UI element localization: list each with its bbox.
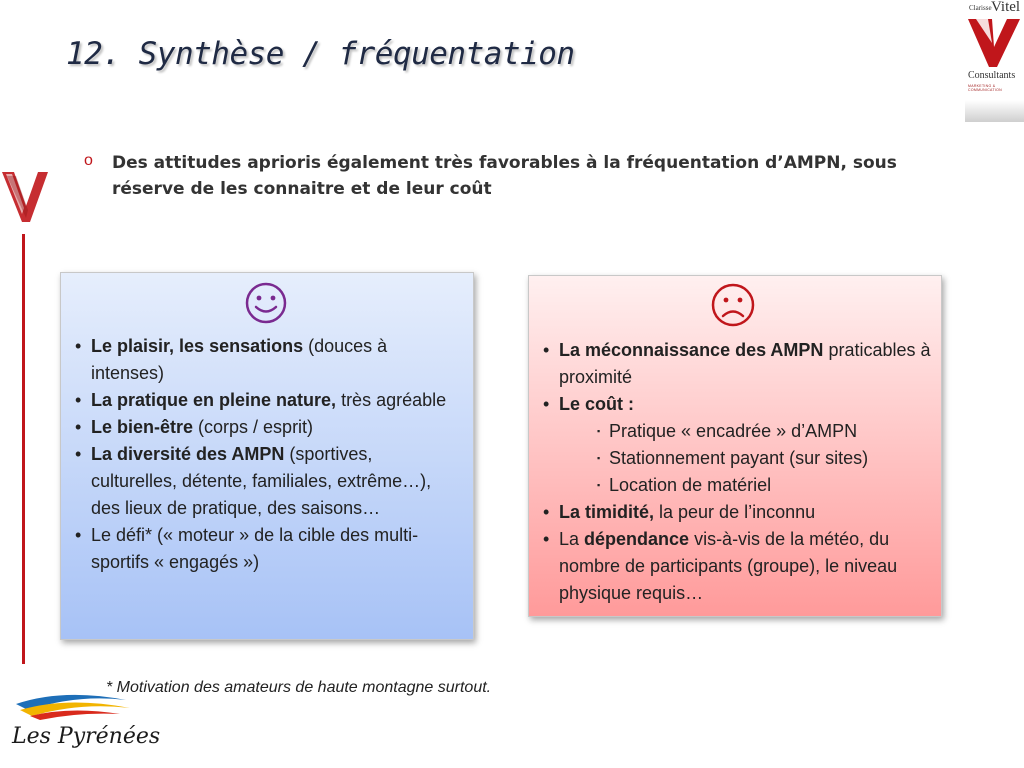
frowning-face-icon [710,282,756,328]
slide-title: 12. Synthèse / fréquentation [66,36,575,72]
list-item: • La dépendance vis-à-vis de la météo, du nombre de participants (groupe), le niveau physique requis… [541,526,931,607]
vitel-consultants-logo [965,0,1024,122]
positive-attitudes-panel [60,272,474,640]
sub-list-item: ▪ Pratique « encadrée » d’AMPN [589,418,931,445]
negative-attitudes-panel [528,275,942,617]
list-item: • Le bien-être (corps / esprit) [73,414,453,441]
cost-sub-list [559,418,931,499]
intro-bullet-text: Des attitudes aprioris également très favorables à la fréquentation d’AMPN, sous réserve de les connaitre et de leur coût [112,153,897,199]
logo-small-text: Clarisse [969,4,992,12]
list-item: • La méconnaissance des AMPN praticables à proximité [541,337,931,391]
sub-list-item: ▪ Stationnement payant (sur sites) [589,445,931,472]
logo-tagline: MARKETING & COMMUNICATION [968,84,1002,92]
les-pyrenees-logo [8,688,161,758]
negative-list [541,337,931,607]
v-mark-icon [2,168,50,224]
left-red-divider [22,234,25,664]
list-item: • Le défi* (« moteur » de la cible des multi-sportifs « engagés ») [73,522,453,576]
list-item: • La timidité, la peur de l’inconnu [541,499,931,526]
footnote: * Motivation des amateurs de haute montagne surtout. [106,679,492,696]
list-item: • La diversité des AMPN (sportives, culturelles, détente, familiales, extrême…), des lieux de pratique, des saisons… [73,441,453,522]
sub-list-item: ▪ Location de matériel [589,472,931,499]
list-item: • La pratique en pleine nature, très agréable [73,387,453,414]
logo-sub-text: Consultants [968,70,1016,81]
v-logo-icon [967,17,1021,69]
smiley-face-icon [244,281,288,325]
logo-name-text: Vitel [991,0,1021,15]
svg-text:Les Pyrénées: Les Pyrénées [12,724,161,749]
circle-bullet-icon: o [84,152,93,169]
positive-list [73,333,453,576]
list-item: • Le coût : ▪ Pratique « encadrée » d’AMPN ▪ Stationnement payant (sur sites) ▪ Location de matériel [541,391,931,499]
list-item: • Le plaisir, les sensations (douces à intenses) [73,333,453,387]
